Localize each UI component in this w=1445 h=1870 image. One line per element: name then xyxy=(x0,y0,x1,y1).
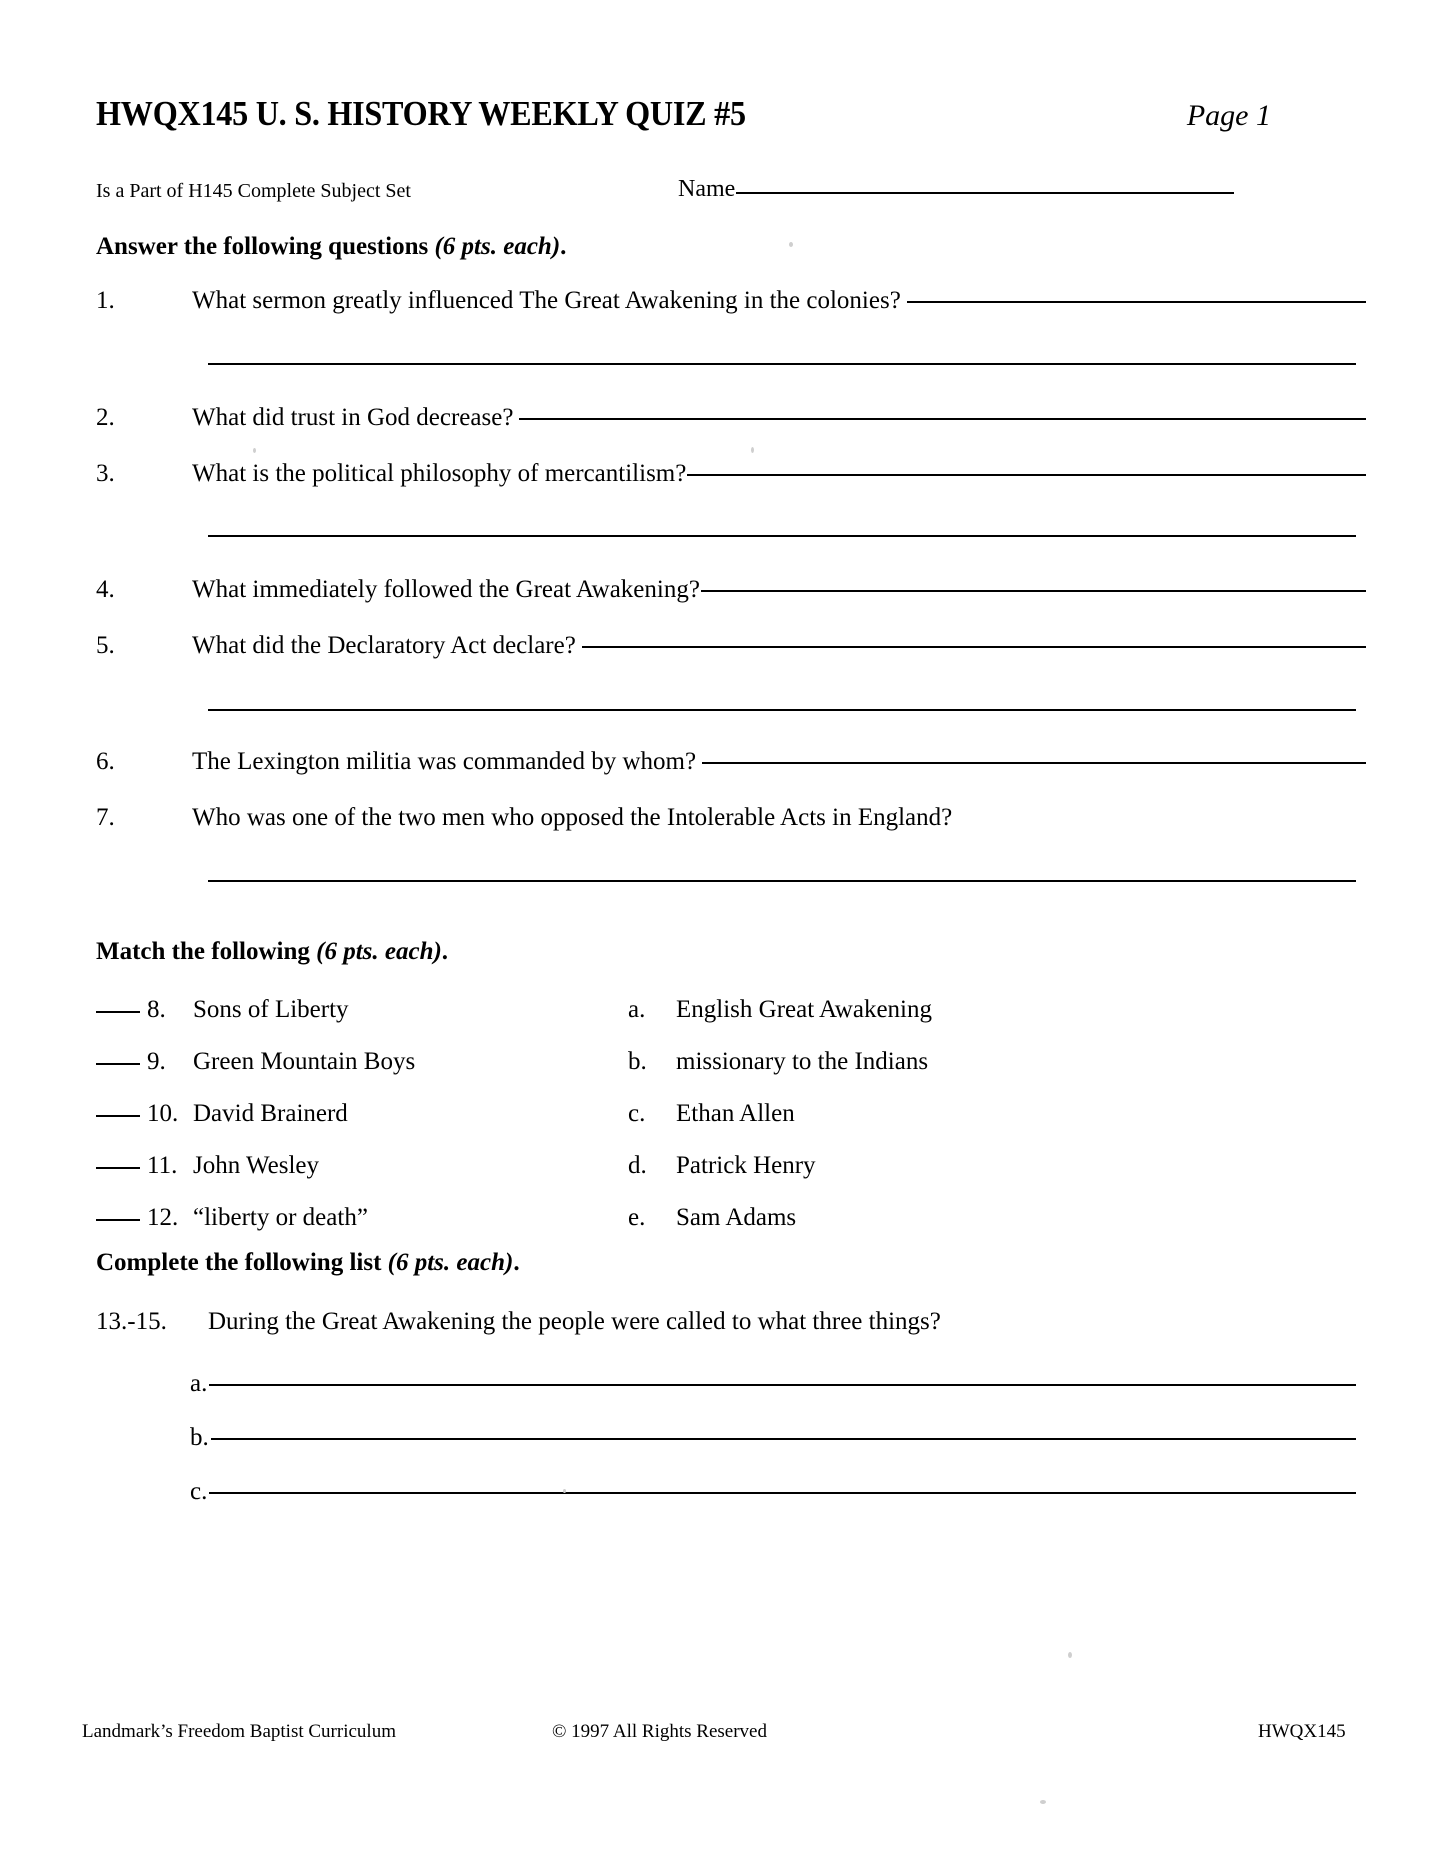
match-answer-blank-12[interactable] xyxy=(96,1219,140,1221)
match-option-d-text: Patrick Henry xyxy=(676,1152,816,1179)
match-right-a xyxy=(628,996,932,1024)
question-6 xyxy=(96,748,1366,776)
question-6-number: 6. xyxy=(96,748,115,775)
question-2-number: 2. xyxy=(96,404,115,431)
page-header xyxy=(96,94,1356,134)
question-6-text: The Lexington militia was commanded by whom? xyxy=(192,748,697,775)
question-5-answer-line-2[interactable] xyxy=(208,709,1356,711)
section-heading-match-points: (6 pts. each) xyxy=(316,938,442,965)
match-item-12-number: 12. xyxy=(147,1204,179,1231)
footer-copyright: © 1997 All Rights Reserved xyxy=(552,1721,767,1742)
match-item-12-text: “liberty or death” xyxy=(193,1204,368,1231)
match-answer-blank-9[interactable] xyxy=(96,1063,140,1065)
list-item-c xyxy=(190,1478,1356,1506)
section-heading-match xyxy=(96,938,448,966)
footer-publisher: Landmark’s Freedom Baptist Curriculum xyxy=(82,1721,396,1742)
match-right-c xyxy=(628,1100,795,1128)
question-5-text: What did the Declaratory Act declare? xyxy=(192,632,576,659)
section-heading-answer-text: Answer the following questions xyxy=(96,233,435,260)
question-7 xyxy=(96,804,1366,832)
question-3 xyxy=(96,460,1366,488)
question-5-answer-line[interactable] xyxy=(582,646,1366,648)
match-answer-blank-8[interactable] xyxy=(96,1011,140,1013)
scan-speck xyxy=(1068,1652,1072,1658)
match-left-12 xyxy=(96,1204,368,1232)
match-item-11-text: John Wesley xyxy=(193,1152,319,1179)
page-number-label: Page 1 xyxy=(1186,99,1271,132)
question-7-number: 7. xyxy=(96,804,115,831)
match-answer-blank-11[interactable] xyxy=(96,1167,140,1169)
section-heading-complete-text: Complete the following list xyxy=(96,1249,388,1276)
question-13-15-number: 13.-15. xyxy=(96,1308,167,1335)
section-heading-complete-points: (6 pts. each) xyxy=(387,1249,514,1276)
question-1-text: What sermon greatly influenced The Great Awakening in the colonies? xyxy=(192,287,901,314)
match-option-d-letter: d. xyxy=(628,1152,647,1179)
question-3-answer-line[interactable] xyxy=(687,474,1366,476)
question-2 xyxy=(96,404,1366,432)
match-right-d xyxy=(628,1152,816,1180)
match-right-e xyxy=(628,1204,796,1232)
match-option-c-letter: c. xyxy=(628,1100,646,1127)
subject-set-line: Is a Part of H145 Complete Subject Set xyxy=(96,180,411,202)
match-option-e-text: Sam Adams xyxy=(676,1204,797,1231)
match-option-a-letter: a. xyxy=(628,996,646,1023)
question-3-text: What is the political philosophy of mercantilism? xyxy=(192,460,687,487)
question-1-answer-line-2[interactable] xyxy=(208,363,1356,365)
match-item-10-number: 10. xyxy=(147,1100,179,1127)
question-4-text: What immediately followed the Great Awakening? xyxy=(192,576,700,603)
list-item-c-line[interactable] xyxy=(209,1492,1356,1494)
scan-speck xyxy=(1040,1800,1046,1804)
question-13-15-text: During the Great Awakening the people were called to what three things? xyxy=(208,1308,941,1335)
scan-speck xyxy=(563,1489,566,1493)
match-left-9 xyxy=(96,1048,415,1076)
list-item-b-line[interactable] xyxy=(211,1438,1356,1440)
match-item-11-number: 11. xyxy=(147,1152,178,1179)
match-item-9-number: 9. xyxy=(147,1048,166,1075)
question-7-answer-line[interactable] xyxy=(208,880,1356,882)
match-answer-blank-10[interactable] xyxy=(96,1115,140,1117)
question-5-number: 5. xyxy=(96,632,115,659)
name-field-group xyxy=(678,176,1234,203)
section-heading-match-period: . xyxy=(441,938,449,965)
question-2-text: What did trust in God decrease? xyxy=(192,404,514,431)
question-7-text: Who was one of the two men who opposed the Intolerable Acts in England? xyxy=(192,804,953,831)
match-left-10 xyxy=(96,1100,348,1128)
question-2-answer-line[interactable] xyxy=(519,418,1366,420)
question-3-number: 3. xyxy=(96,460,115,487)
list-item-b-letter: b. xyxy=(190,1424,209,1451)
section-heading-complete xyxy=(96,1249,520,1277)
question-1 xyxy=(96,287,1366,315)
match-option-b-text: missionary to the Indians xyxy=(676,1048,929,1075)
question-1-number: 1. xyxy=(96,287,115,314)
question-6-answer-line[interactable] xyxy=(702,762,1366,764)
match-option-c-text: Ethan Allen xyxy=(676,1100,795,1127)
question-3-answer-line-2[interactable] xyxy=(208,535,1356,537)
match-right-b xyxy=(628,1048,928,1076)
section-heading-complete-period: . xyxy=(513,1249,520,1276)
question-4 xyxy=(96,576,1366,604)
section-heading-match-text: Match the following xyxy=(96,938,317,965)
list-item-a-line[interactable] xyxy=(209,1384,1356,1386)
match-option-a-text: English Great Awakening xyxy=(676,996,932,1023)
list-item-a xyxy=(190,1370,1356,1398)
match-option-b-letter: b. xyxy=(628,1048,647,1075)
match-item-10-text: David Brainerd xyxy=(193,1100,348,1127)
page-title: HWQX145 U. S. HISTORY WEEKLY QUIZ #5 xyxy=(96,94,746,133)
list-item-b xyxy=(190,1424,1356,1452)
name-label: Name xyxy=(678,176,736,202)
question-13-15 xyxy=(96,1308,941,1336)
match-left-8 xyxy=(96,996,349,1024)
question-4-answer-line[interactable] xyxy=(701,590,1366,592)
list-item-a-letter: a. xyxy=(190,1370,208,1397)
question-1-answer-line[interactable] xyxy=(907,301,1366,303)
section-heading-answer-period: . xyxy=(560,233,567,260)
question-4-number: 4. xyxy=(96,576,115,603)
match-item-8-number: 8. xyxy=(147,996,166,1023)
scan-speck xyxy=(253,448,256,453)
section-heading-answer xyxy=(96,233,566,261)
footer-code: HWQX145 xyxy=(1258,1721,1346,1742)
section-heading-answer-points: (6 pts. each) xyxy=(434,233,561,260)
match-option-e-letter: e. xyxy=(628,1204,646,1231)
match-left-11 xyxy=(96,1152,319,1180)
scan-speck xyxy=(751,447,754,453)
question-5 xyxy=(96,632,1366,660)
scan-speck xyxy=(789,242,793,247)
match-item-9-text: Green Mountain Boys xyxy=(193,1048,416,1075)
list-item-c-letter: c. xyxy=(190,1478,208,1505)
match-item-8-text: Sons of Liberty xyxy=(193,996,349,1023)
name-input-line[interactable] xyxy=(736,192,1234,194)
